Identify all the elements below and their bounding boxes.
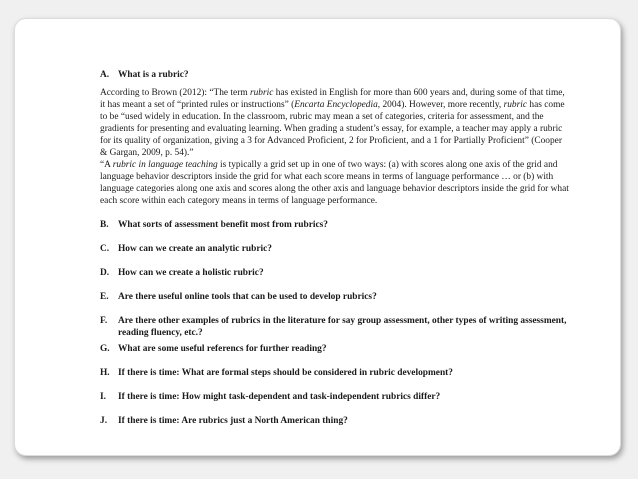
answer-italic: rubric in language teaching (112, 160, 218, 170)
question-letter: H. (100, 368, 110, 378)
question-letter: E. (100, 292, 109, 302)
question-letter: I. (100, 392, 106, 402)
slide-content (100, 69, 570, 427)
question-letter: F. (100, 316, 108, 326)
question-letter: G. (100, 344, 110, 354)
question-text: What sorts of assessment benefit most from rubrics? (118, 220, 328, 230)
question-text: If there is time: Are rubrics just a North American thing? (118, 416, 348, 426)
answer-italic: rubric (503, 100, 528, 110)
answer-italic: Encarta Encyclopedia (294, 100, 378, 110)
question-letter: D. (100, 268, 110, 278)
question-c (100, 243, 570, 255)
question-letter: B. (100, 220, 109, 230)
question-text: How can we create a holistic rubric? (118, 268, 264, 278)
question-letter: C. (100, 244, 110, 254)
question-text: How can we create an analytic rubric? (118, 244, 272, 254)
question-text: If there is time: How might task-dependent and task-independent rubrics differ? (118, 392, 441, 402)
question-letter: J. (100, 416, 108, 426)
answer-text: According to Brown (2012): “The term (100, 88, 250, 98)
question-f (100, 315, 570, 339)
question-a (100, 69, 570, 81)
question-letter: A. (100, 70, 110, 80)
slide-card (14, 18, 621, 456)
answer-text: is typically a grid set up in one of two ways: (a) with scores along one axis of the grid and language behavior descriptors inside the grid for what each score means in terms of language performance … or (b) with language categories along one axis and scores along the other axis and language behavior descriptors inside the grid for what each score within each category means in terms of language performance. (100, 160, 569, 206)
question-text: What is a rubric? (118, 70, 189, 80)
question-e (100, 291, 570, 303)
question-text: Are there other examples of rubrics in the literature for say group assessment, other types of writing assessment, reading fluency, etc.? (118, 316, 567, 338)
question-g (100, 343, 570, 355)
answer-paragraph-1 (100, 87, 570, 159)
answer-paragraph-2 (100, 159, 570, 207)
question-h (100, 367, 570, 379)
question-j (100, 415, 570, 427)
question-b (100, 219, 570, 231)
answer-text: has come to be “used widely in education. In the classroom, rubric may mean a set of categories, criteria for assessment, and the gradients for presenting and evaluating learning. When grading a student’s essay, for example, a teacher may apply a rubric for its quality of organization, giving a 3 for Advanced Proficient, 2 for Proficient, and a 1 for Partially Proficient” (Cooper & Gargan, 2009, p. 54).” (100, 100, 565, 158)
answer-text: , 2004). However, more recently, (377, 100, 504, 110)
answer-text: “A (100, 160, 113, 170)
question-d (100, 267, 570, 279)
question-i (100, 391, 570, 403)
question-text: Are there useful online tools that can be used to develop rubrics? (118, 292, 377, 302)
question-text: What are some useful referencs for further reading? (118, 344, 327, 354)
question-text: If there is time: What are formal steps should be considered in rubric development? (118, 368, 453, 378)
answer-italic: rubric (249, 88, 274, 98)
answer-text: has existed in English for more than 600 years and, during some of that time, it has meant a set of “printed rules or instructions” ( (100, 88, 565, 110)
